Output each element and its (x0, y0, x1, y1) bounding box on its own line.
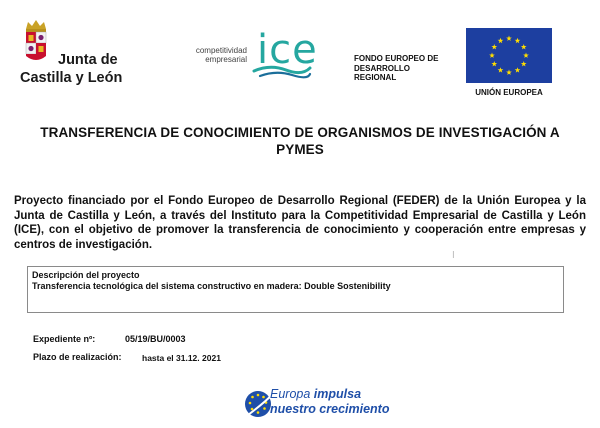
ice-tagline (181, 46, 247, 64)
jcyl-line1: Junta de (58, 52, 118, 68)
plazo-value: hasta el 31.12. 2021 (142, 353, 221, 363)
ice-tagline-2: empresarial (205, 55, 247, 64)
page-title (12, 124, 588, 158)
expediente-row (33, 334, 333, 346)
project-heading: Descripción del proyecto (32, 270, 140, 280)
project-description-box (27, 266, 564, 313)
jcyl-logo-text (20, 52, 122, 86)
ice-logo-word: ice (257, 27, 318, 73)
title-line2: PYMES (276, 142, 324, 157)
badge-line1-b: impulsa (313, 387, 362, 401)
badge-line1 (270, 387, 389, 402)
badge-line1-a: Europa (270, 387, 311, 401)
feder-line2: DESARROLLO (354, 63, 410, 73)
feder-line3: REGIONAL (354, 73, 397, 82)
feder-line1: FONDO EUROPEO DE (354, 54, 439, 63)
title-line1: TRANSFERENCIA DE CONOCIMIENTO DE ORGANISMOS DE INVESTIGACIÓN A (40, 125, 560, 140)
text-cursor-icon: I (452, 250, 455, 261)
project-description: Transferencia tecnológica del sistema constructivo en madera: Double Sostenibility (32, 281, 391, 291)
eu-label: UNIÓN EUROPEA (475, 88, 543, 97)
plazo-row (33, 352, 333, 364)
ice-tagline-1: competitividad (195, 46, 247, 55)
eu-flag-icon (466, 28, 552, 83)
plazo-label: Plazo de realización: (33, 352, 122, 362)
jcyl-line2: Castilla y León (20, 70, 123, 86)
intro-paragraph: Proyecto financiado por el Fondo Europeo de Desarrollo Regional (FEDER) de la Unión Europea y la Junta de Castilla y León, a través del Instituto para la Competitividad Empresarial de Castilla y León (ICE), con el objetivo de promover la transferencia de conocimiento y cooperación entre empresas y centros de investigación. (14, 195, 586, 251)
ice-swoosh-icon (252, 62, 312, 80)
expediente-label: Expediente nº: (33, 334, 96, 344)
feder-label (354, 54, 464, 83)
badge-line2: nuestro crecimiento (270, 402, 390, 416)
europa-impulsa-text (270, 387, 389, 417)
expediente-value: 05/19/BU/0003 (125, 334, 186, 344)
